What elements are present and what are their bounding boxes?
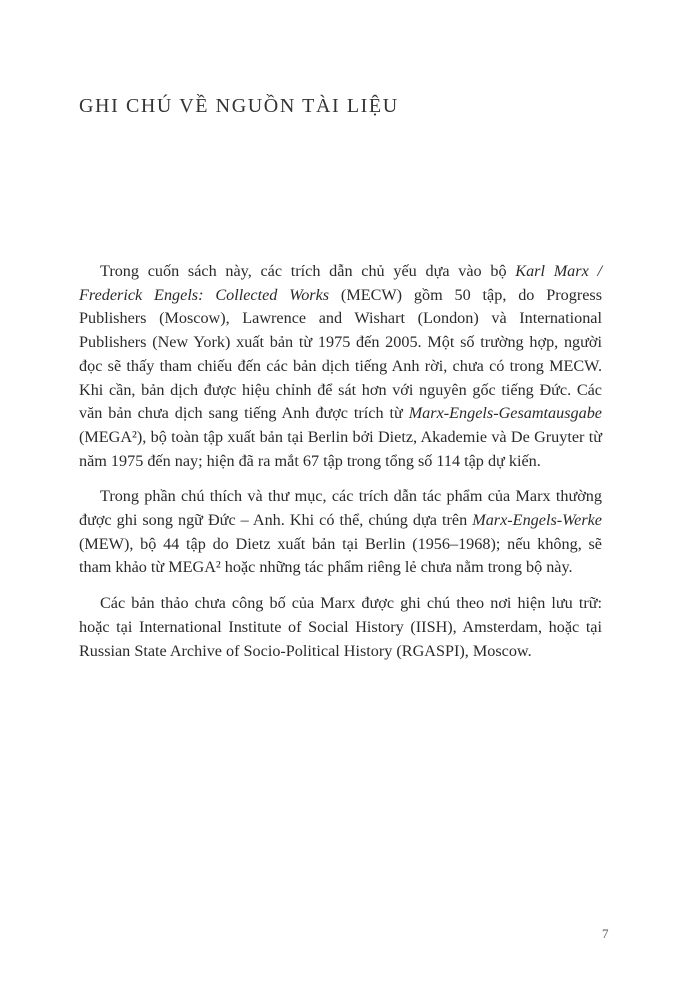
page-title: GHI CHÚ VỀ NGUỒN TÀI LIỆU: [79, 95, 399, 117]
italic-title: Karl Marx / Frederick Engels: Collected Works: [79, 262, 602, 304]
text-run: (MEW), bộ 44 tập do Dietz xuất bản tại Berlin (1956–1968); nếu không, sẽ tham khảo từ MEGA² hoặc những tác phẩm riêng lẻ chưa nằm trong bộ này.: [79, 534, 602, 577]
text-run: (MECW) gồm 50 tập, do Progress Publishers (Moscow), Lawrence and Wishart (London) và International Publishers (New York) xuất bản từ 1975 đến 2005. Một số trường hợp, người đọc sẽ thấy tham chiếu đến các bản dịch tiếng Anh rời, chưa có trong MECW. Khi cần, bản dịch được hiệu chỉnh để sát hơn với nguyên gốc tiếng Đức. Các văn bản chưa dịch sang tiếng Anh được trích từ: [79, 285, 602, 423]
italic-title: Marx-Engels-Gesamtausgabe: [408, 404, 602, 423]
text-run: (MEGA²), bộ toàn tập xuất bản tại Berlin bởi Dietz, Akademie và De Gruyter từ năm 1975 đến nay; hiện đã ra mắt 67 tập trong tổng số 114 tập dự kiến.: [79, 427, 602, 470]
text-run: Các bản thảo chưa công bố của Marx được ghi chú theo nơi hiện lưu trữ: hoặc tại International Institute of Social History (IISH), Amsterdam, hoặc tại Russian State Archive of Socio-Political History (RGASPI), Moscow.: [79, 594, 602, 660]
body-text: [79, 260, 602, 675]
paragraph: [79, 260, 602, 473]
text-run: Trong phần chú thích và thư mục, các trích dẫn tác phẩm của Marx thường được ghi song ngữ Đức – Anh. Khi có thể, chúng dựa trên: [79, 487, 602, 530]
page-number: 7: [602, 926, 609, 941]
text-run: Trong cuốn sách này, các trích dẫn chủ yếu dựa vào bộ: [100, 262, 516, 280]
italic-title: Marx-Engels-Werke: [472, 511, 602, 530]
paragraph: [79, 485, 602, 580]
paragraph: [79, 592, 602, 663]
